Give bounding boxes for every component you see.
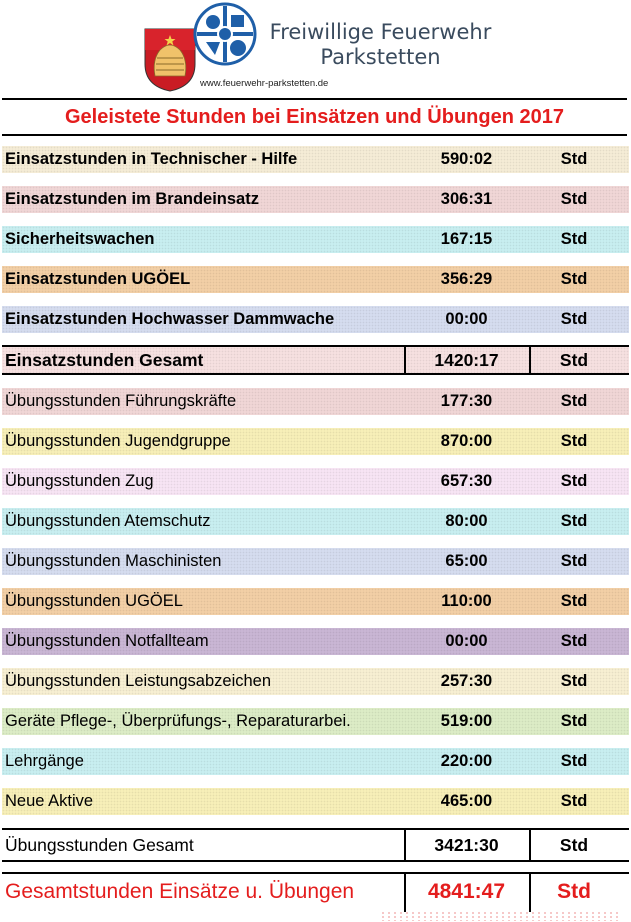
row-unit: Std: [559, 835, 589, 855]
row-hours-value: 1420:17: [434, 350, 499, 370]
uebung-row: [2, 508, 629, 535]
row-label: Übungsstunden Gesamt: [5, 835, 194, 855]
row-unit: Std: [560, 752, 588, 770]
row-hours-value: 110:00: [441, 592, 492, 610]
row-unit: Std: [560, 592, 588, 610]
organization-name-line2: Parkstetten: [320, 45, 441, 69]
row-label: Übungsstunden Atemschutz: [5, 512, 211, 530]
column-divider: [529, 345, 531, 375]
row-unit: Std: [560, 190, 588, 208]
uebung-row: [2, 388, 629, 415]
row-unit: Std: [560, 712, 588, 730]
row-label: Einsatzstunden UGÖEL: [5, 270, 191, 288]
row-hours-value: 00:00: [445, 310, 488, 328]
einsatz-row: [2, 266, 629, 293]
uebung-row: [2, 428, 629, 455]
row-label: Einsatzstunden in Technischer - Hilfe: [5, 150, 298, 168]
row-hours-value: 870:00: [440, 432, 493, 450]
row-unit: Std: [560, 432, 588, 450]
row-unit: Std: [560, 472, 588, 490]
uebung-row: [2, 588, 629, 615]
row-hours-value: 519:00: [440, 712, 493, 730]
row-unit: Std: [560, 672, 588, 690]
row-hours-value: 356:29: [440, 270, 493, 288]
row-label: Gesamtstunden Einsätze u. Übungen: [5, 880, 355, 903]
row-unit: Std: [560, 392, 588, 410]
grand-total-row: [2, 872, 629, 910]
row-label: Übungsstunden UGÖEL: [5, 592, 183, 610]
row-unit: Std: [560, 792, 588, 810]
row-hours-value: 465:00: [440, 792, 493, 810]
column-divider: [404, 872, 406, 912]
uebung-row: [2, 668, 629, 695]
row-label: Neue Aktive: [5, 792, 94, 810]
organization-name: [258, 20, 503, 70]
header: [0, 0, 631, 95]
row-unit: Std: [560, 552, 588, 570]
einsatz-row: [2, 226, 629, 253]
einsatz-row: [2, 306, 629, 333]
row-hours-value: 4841:47: [427, 880, 506, 903]
column-divider: [404, 828, 406, 862]
page-title: Geleistete Stunden bei Einsätzen und Übungen 2017: [2, 98, 627, 136]
row-label: Einsatzstunden Hochwasser Dammwache: [5, 310, 335, 328]
column-divider: [404, 345, 406, 375]
row-label: Einsatzstunden im Brandeinsatz: [5, 190, 259, 208]
row-hours-value: 00:00: [445, 632, 488, 650]
row-label: Lehrgänge: [5, 752, 84, 770]
row-hours-value: 657:30: [440, 472, 493, 490]
row-unit: Std: [560, 512, 588, 530]
row-label: Sicherheitswachen: [5, 230, 155, 248]
row-unit: Std: [557, 880, 591, 903]
uebung-row: [2, 468, 629, 495]
website-url: www.feuerwehr-parkstetten.de: [200, 78, 329, 89]
uebung-row: [2, 708, 629, 735]
row-label: Übungsstunden Zug: [5, 472, 154, 490]
row-hours-value: 80:00: [445, 512, 488, 530]
row-unit: Std: [560, 310, 588, 328]
uebung-total-row: [2, 828, 629, 862]
row-label: Übungsstunden Führungskräfte: [5, 392, 237, 410]
column-divider: [529, 828, 531, 862]
row-unit: Std: [559, 350, 589, 370]
decorative-dots: [380, 911, 620, 921]
municipal-crest-logo: [144, 28, 196, 92]
uebung-row: [2, 748, 629, 775]
row-unit: Std: [560, 230, 588, 248]
einsatz-total-row: [2, 345, 629, 375]
row-unit: Std: [560, 270, 588, 288]
uebung-row: [2, 788, 629, 815]
row-hours-value: 257:30: [440, 672, 493, 690]
uebung-row: [2, 548, 629, 575]
row-label: Einsatzstunden Gesamt: [5, 350, 204, 370]
row-hours-value: 590:02: [440, 150, 493, 168]
einsatz-row: [2, 186, 629, 213]
row-label: Geräte Pflege-, Überprüfungs-, Reparaturarbei.: [5, 712, 351, 730]
uebung-row: [2, 628, 629, 655]
organization-name-line1: Freiwillige Feuerwehr: [269, 20, 492, 44]
row-hours-value: 220:00: [440, 752, 493, 770]
row-label: Übungsstunden Jugendgruppe: [5, 432, 231, 450]
row-unit: Std: [560, 150, 588, 168]
row-unit: Std: [560, 632, 588, 650]
row-hours-value: 3421:30: [434, 835, 499, 855]
row-hours-value: 177:30: [440, 392, 493, 410]
fire-brigade-emblem-logo: [193, 2, 257, 66]
row-label: Übungsstunden Leistungsabzeichen: [5, 672, 272, 690]
row-hours-value: 65:00: [445, 552, 488, 570]
row-label: Übungsstunden Maschinisten: [5, 552, 222, 570]
column-divider: [529, 872, 531, 912]
row-hours-value: 306:31: [440, 190, 493, 208]
row-label: Übungsstunden Notfallteam: [5, 632, 209, 650]
row-hours-value: 167:15: [440, 230, 493, 248]
einsatz-row: [2, 146, 629, 173]
